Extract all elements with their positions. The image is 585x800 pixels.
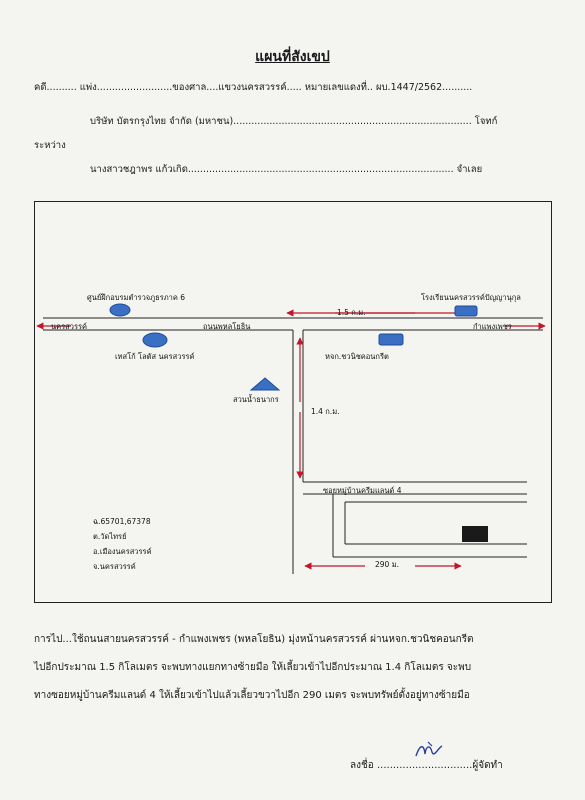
tesco-label: เทสโก้ โลตัส นครสวรรค์ xyxy=(115,352,195,361)
kamphaeng-phet-label: กำแพงเพชร xyxy=(473,322,512,331)
concrete-shop-marker xyxy=(379,334,403,345)
tesco-marker xyxy=(143,333,167,347)
between-label: ระหว่าง xyxy=(34,140,66,151)
property-marker xyxy=(462,526,488,542)
plaintiff-line: บริษัท บัตรกรุงไทย จำกัด (มหาชน)............................................................................... โจทก์ xyxy=(90,116,498,127)
province-label: จ.นครสวรรค์ xyxy=(93,562,136,571)
training-center-label: ศูนย์ฝึกอบรมตำรวจภูธรภาค 6 xyxy=(87,293,186,302)
main-road-label: ถนนพหลโยธิน xyxy=(203,322,251,331)
school-marker xyxy=(455,306,477,316)
directions-line-2: ไปอีกประมาณ 1.5 กิโลเมตร จะพบทางแยกทางซ้ายมือ ให้เลี้ยวเข้าไปอีกประมาณ 1.4 กิโลเมตร จะพบ xyxy=(34,662,472,673)
park-marker xyxy=(251,378,279,390)
parcel-label: ฉ.65701,67378 xyxy=(93,517,151,526)
distance-bottom-label: 290 ม. xyxy=(375,560,400,569)
case-number-line: คดี.......... แพ่ง.........................ของศาล....แขวงนครสวรรค์..... หมายเลขแดงที่.. ผบ.1447/2562.......... xyxy=(34,82,473,93)
directions-line-3: ทางซอยหมู่บ้านครีมแลนด์ 4 ให้เลี้ยวเข้าไปแล้วเลี้ยวขวาไปอีก 290 เมตร จะพบทรัพย์ตั้งอยู่ทางซ้ายมือ xyxy=(34,690,470,701)
school-label: โรงเรียนนครสวรรค์ปัญญานุกุล xyxy=(421,293,521,302)
directions-line-1: การไป...ใช้ถนนสายนครสวรรค์ - กำแพงเพชร (พหลโยธิน) มุ่งหน้านครสวรรค์ ผ่านหจก.ชวนิชคอนกรีต xyxy=(34,634,474,645)
distance-top-label: 1.5 ก.ม. xyxy=(337,308,366,317)
sketch-map xyxy=(34,201,552,603)
page-title: แผนที่สังเขป xyxy=(255,49,330,65)
distance-side-label: 1.4 ก.ม. xyxy=(311,407,340,416)
signature-scribble-icon xyxy=(412,740,448,762)
training-center-marker xyxy=(110,304,130,316)
subdistrict-label: ต.วัดไทรย์ xyxy=(93,532,127,541)
district-label: อ.เมืองนครสวรรค์ xyxy=(93,547,152,556)
nakhonsawan-road-label: นครสวรรค์ xyxy=(51,322,88,331)
park-label: สวนน้ำธนากร xyxy=(233,395,279,404)
defendant-line: นางสาวชฎาพร แก้วเกิด........................................................................................ จำเลย xyxy=(90,164,483,175)
signature-line: ลงชื่อ ..............................ผู้จัดทำ xyxy=(350,760,503,771)
soi-label: ซอยหมู่บ้านครีมแลนด์ 4 xyxy=(323,486,402,495)
concrete-shop-label: หจก.ชวนิชคอนกรีต xyxy=(325,352,389,361)
